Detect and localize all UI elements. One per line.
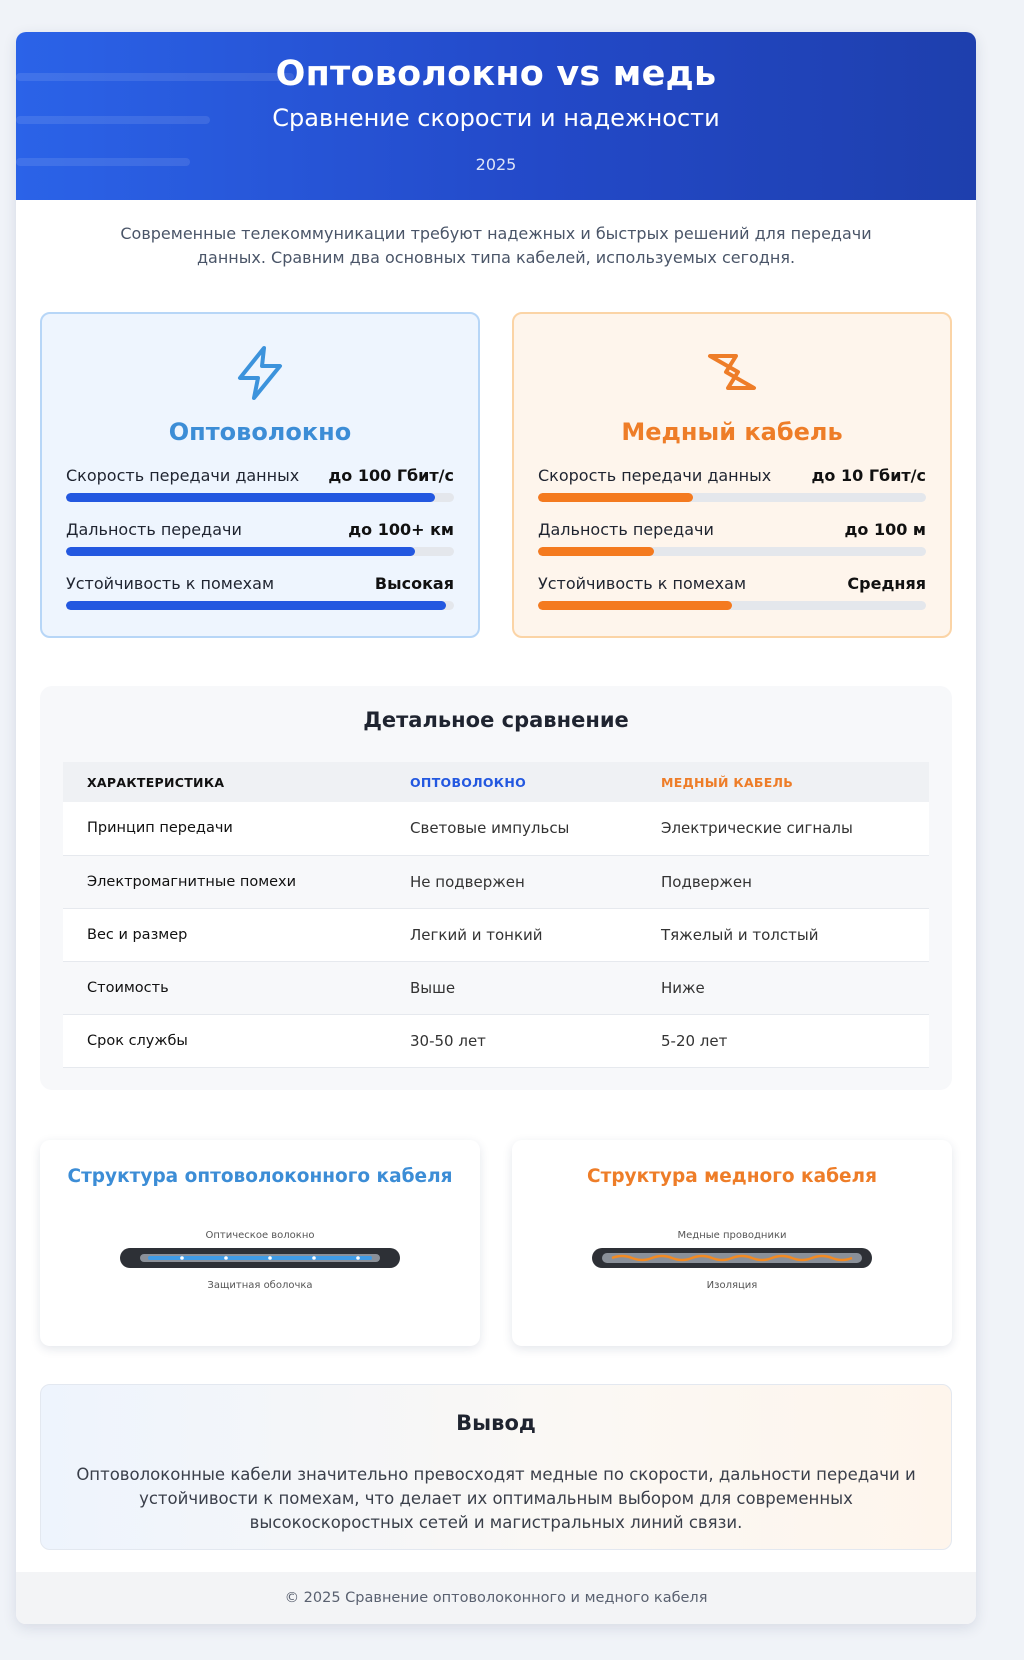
copper-card: [512, 312, 952, 638]
column-header: ХАРАКТЕРИСТИКА: [63, 762, 386, 802]
metric-value: до 100 Гбит/с: [328, 466, 454, 485]
fiber-structure-title: Структура оптоволоконного кабеля: [67, 1166, 453, 1187]
conclusion-title: Вывод: [456, 1411, 536, 1435]
metric-value: Средняя: [847, 574, 926, 593]
fiber-card: [40, 312, 480, 638]
detailed-comparison: [40, 686, 952, 1090]
copper-metric-noise: [538, 574, 926, 614]
copper-cable-diagram: [592, 1248, 872, 1268]
table-row: [63, 961, 929, 1014]
metric-bar-fill: [66, 493, 435, 502]
copper-title: Медный кабель: [621, 418, 843, 446]
table-cell: 5-20 лет: [637, 1014, 929, 1067]
lightning-icon: [42, 342, 478, 402]
intro-text: Современные телекоммуникации требуют надежных и быстрых решений для передачи данных. Сравним два основных типа кабелей, используемых сегодня.: [120, 224, 872, 267]
fiber-title: Оптоволокно: [168, 418, 352, 446]
header-banner: [16, 32, 976, 200]
metric-bar-fill: [66, 601, 446, 610]
metric-label: Скорость передачи данных: [66, 466, 300, 485]
metric-label: Устойчивость к помехам: [66, 574, 275, 593]
copper-metric-distance: [538, 520, 926, 560]
metric-value: до 10 Гбит/с: [811, 466, 926, 485]
table-header-row: [63, 762, 929, 802]
copper-conductor-label: Медные проводники: [677, 1230, 787, 1241]
table-cell: Легкий и тонкий: [386, 908, 637, 961]
metric-value: Высокая: [374, 574, 454, 593]
conclusion-panel: [40, 1384, 952, 1550]
page-title: Оптоволокно vs медь: [275, 54, 717, 94]
conclusion-text: Оптоволоконные кабели значительно превосходят медные по скорости, дальности передачи и устойчивости к помехам, что делает их оптимальным выбором для современных высокоскоростных сетей и магистральных линий связи.: [76, 1465, 916, 1532]
broken-lightning-icon: [514, 342, 950, 402]
table-cell: 30-50 лет: [386, 1014, 637, 1067]
metric-bar-fill: [66, 547, 415, 556]
metric-bar-fill: [538, 547, 654, 556]
table-cell: Срок службы: [63, 1014, 386, 1067]
copper-metric-speed: [538, 466, 926, 506]
table-cell: Тяжелый и толстый: [637, 908, 929, 961]
table-cell: Электромагнитные помехи: [63, 855, 386, 908]
table-cell: Принцип передачи: [63, 802, 386, 855]
table-row: [63, 1014, 929, 1067]
detail-title: Детальное сравнение: [363, 708, 629, 732]
infographic-page: [16, 32, 976, 1624]
fiber-metric-noise: [66, 574, 454, 614]
metric-bar-fill: [538, 601, 732, 610]
table-row: [63, 908, 929, 961]
footer-copyright: © 2025 Сравнение оптоволоконного и медного кабеля: [16, 1572, 976, 1624]
metric-bar-track: [66, 601, 454, 610]
table-cell: Электрические сигналы: [637, 802, 929, 855]
metric-label: Скорость передачи данных: [538, 466, 772, 485]
copper-structure-card: [512, 1140, 952, 1346]
fiber-structure-card: [40, 1140, 480, 1346]
fiber-metric-speed: [66, 466, 454, 506]
fiber-cable-diagram: [120, 1248, 400, 1268]
table-cell: Не подвержен: [386, 855, 637, 908]
column-header: МЕДНЫЙ КАБЕЛЬ: [637, 762, 929, 802]
metric-label: Дальность передачи: [538, 520, 714, 539]
table-row: [63, 802, 929, 855]
table-cell: Подвержен: [637, 855, 929, 908]
metric-bar-track: [66, 493, 454, 502]
metric-label: Дальность передачи: [66, 520, 242, 539]
comparison-table: [63, 762, 929, 1068]
table-cell: Стоимость: [63, 961, 386, 1014]
fiber-metric-distance: [66, 520, 454, 560]
metric-bar-track: [538, 601, 926, 610]
table-cell: Вес и размер: [63, 908, 386, 961]
metric-bar-track: [538, 547, 926, 556]
metric-bar-fill: [538, 493, 693, 502]
table-cell: Ниже: [637, 961, 929, 1014]
metric-value: до 100+ км: [348, 520, 454, 539]
table-row: [63, 855, 929, 908]
metric-value: до 100 м: [844, 520, 926, 539]
table-cell: Световые импульсы: [386, 802, 637, 855]
metric-label: Устойчивость к помехам: [538, 574, 747, 593]
fiber-jacket-label: Защитная оболочка: [207, 1280, 313, 1291]
table-cell: Выше: [386, 961, 637, 1014]
page-subtitle: Сравнение скорости и надежности: [272, 104, 720, 132]
metric-bar-track: [66, 547, 454, 556]
copper-insulation-label: Изоляция: [706, 1280, 758, 1291]
column-header: ОПТОВОЛОКНО: [386, 762, 637, 802]
fiber-core-label: Оптическое волокно: [205, 1230, 315, 1241]
metric-bar-track: [538, 493, 926, 502]
page-year: 2025: [475, 155, 517, 174]
copper-structure-title: Структура медного кабеля: [587, 1166, 877, 1187]
